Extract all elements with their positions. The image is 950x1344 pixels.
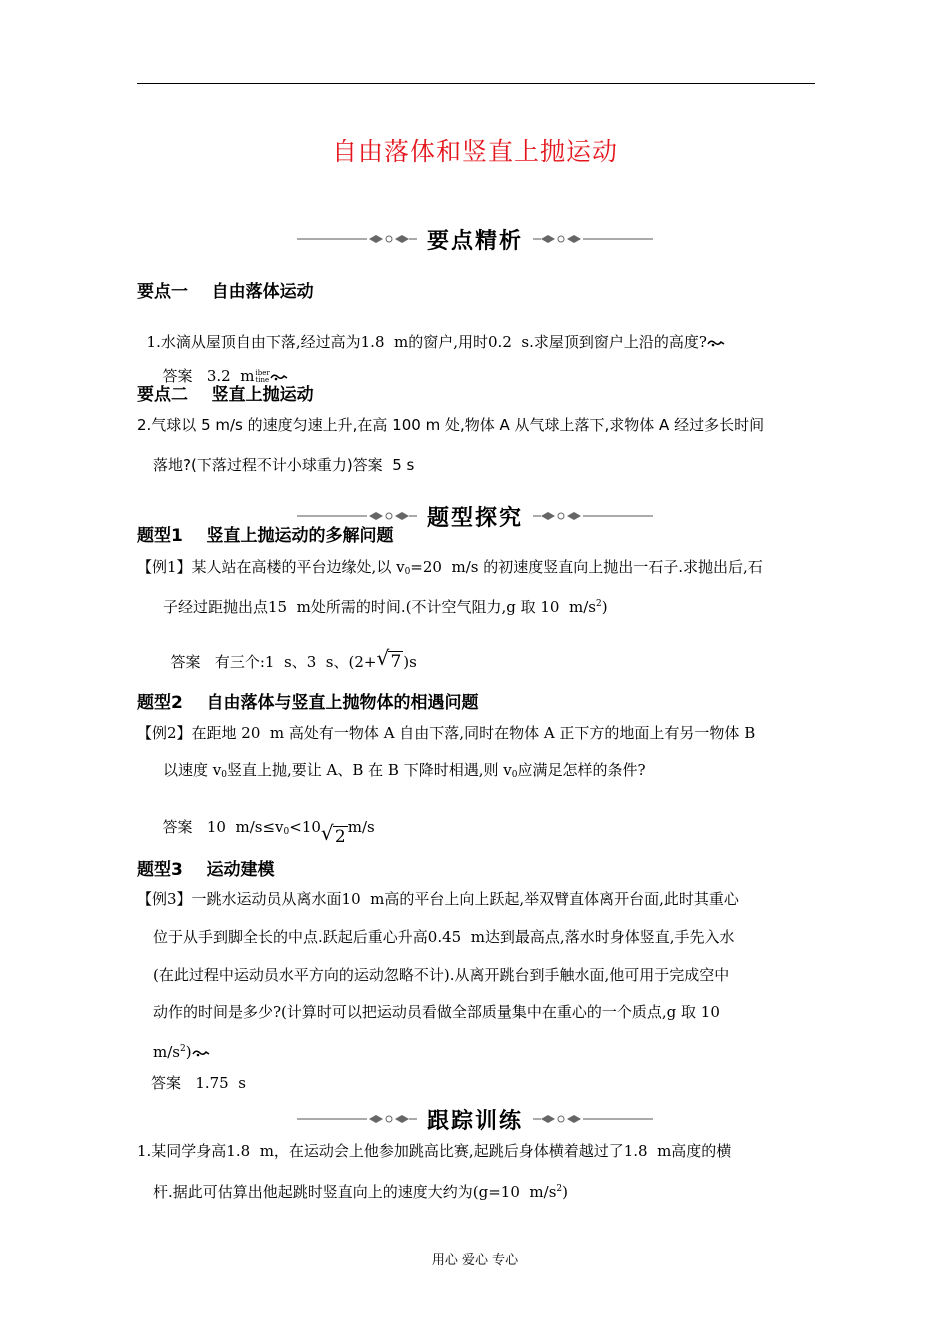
example-3-line-2: 位于从手到脚全长的中点.跃起后重心升高0.45 m达到最高点,落水时身体竖直,手先入水: [153, 928, 735, 946]
key-point-2-heading: 要点二 竖直上抛运动: [137, 385, 314, 405]
small-symbol-icon: [707, 338, 725, 348]
ornament-right-icon: [533, 232, 653, 246]
ornament-left-icon: [297, 1112, 417, 1126]
ornament-right-icon: [533, 509, 653, 523]
square-root: √ 2: [320, 821, 346, 847]
square-root: √ 7: [376, 646, 402, 672]
example-1-line-2: 子经过距抛出点15 m处所需的时间.(不计空气阻力,g 取 10 $m/s^2$): [163, 598, 608, 616]
watermark-text: iber tine: [255, 369, 270, 384]
key-point-1-heading: 要点一 自由落体运动: [137, 282, 314, 302]
type-3-heading: 题型3 运动建模: [137, 860, 275, 880]
practice-1-line-1: 1.某同学身高1.8 m，在运动会上他参加跳高比赛,起跳后身体横着越过了1.8 m高度的横: [137, 1142, 732, 1160]
section-title: 跟踪训练: [426, 1108, 523, 1134]
example-2-answer: 答案 10 $m/s\le v_0<10$ √ 2 m/s: [162, 818, 375, 847]
page-title: 自由落体和竖直上抛运动: [331, 137, 618, 166]
practice-1-line-2: 杆.据此可估算出他起跳时竖直向上的速度大约为(g=10 $m/s^2$): [153, 1183, 568, 1201]
section-banner-practice: [0, 1104, 950, 1134]
answer-1: 答案 3.2 miber tine: [153, 346, 288, 386]
question-1: 1.水滴从屋顶自由下落,经过高为1.8 m的窗户,用时0.2 s.求屋顶到窗户上沿的高度?: [137, 312, 725, 352]
example-3-line-4: 动作的时间是多少?(计算时可以把运动员看做全部质量集中在重心的一个质点,g 取 10: [153, 1003, 720, 1021]
type-1-heading: 题型1 竖直上抛运动的多解问题: [137, 526, 394, 546]
question-2-line-1: 2.气球以 5 m/s 的速度匀速上升,在高 100 m 处,物体 A 从气球上落下,求物体 A 经过多长时间: [137, 416, 765, 434]
example-3-line-5: $m/s^2$): [153, 1039, 210, 1062]
question-2-line-2: 落地?(下落过程不计小球重力)答案 5 s: [153, 456, 415, 474]
section-title: 题型探究: [426, 505, 523, 531]
section-title: 要点精析: [426, 228, 523, 254]
type-2-heading: 题型2 自由落体与竖直上抛物体的相遇问题: [137, 693, 479, 713]
example-3-line-3: (在此过程中运动员水平方向的运动忽略不计).从离开跳台到手触水面,他可用于完成空中: [153, 966, 730, 984]
example-3-answer: 答案 1.75 s: [151, 1074, 246, 1092]
example-3-line-1: 【例3】一跳水运动员从离水面10 m高的平台上向上跃起,举双臂直体离开台面,此时其重心: [137, 890, 739, 908]
example-2-line-2: 以速度 $v_0$竖直上抛,要让 A、B 在 B 下降时相遇,则 $v_0$应满足怎样的条件?: [163, 761, 646, 780]
section-banner-key-points: [0, 224, 950, 254]
example-2-line-1: 【例2】在距地 20 m 高处有一物体 A 自由下落,同时在物体 A 正下方的地面上有另一物体 B: [137, 724, 756, 742]
small-symbol-icon: [192, 1048, 210, 1058]
header-rule: [137, 83, 815, 84]
ornament-right-icon: [533, 1112, 653, 1126]
example-1-line-1: 【例1】某人站在高楼的平台边缘处,以 $v_0=20$ m/s 的初速度竖直向上抛出一石子.求抛出后,石: [137, 558, 763, 577]
example-1-answer: 答案 有三个:1 s、3 s、(2+ √ 7 )s: [170, 646, 417, 672]
page-footer: 用心 爱心 专心: [431, 1253, 519, 1268]
ornament-left-icon: [297, 232, 417, 246]
